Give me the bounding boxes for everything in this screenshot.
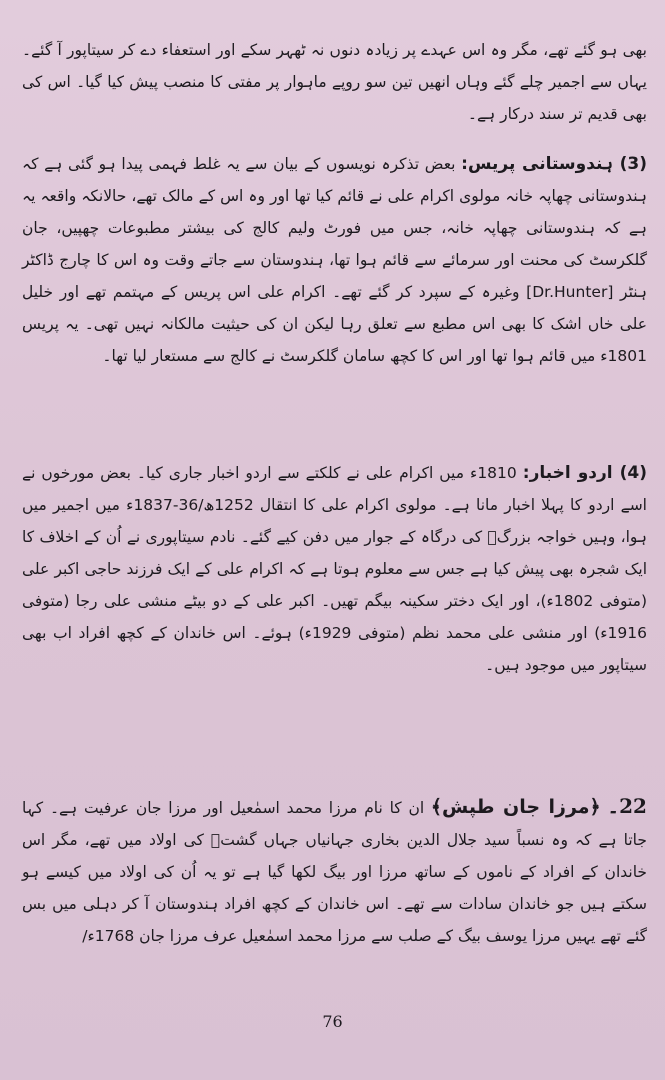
entry-title: ﴿مرزا جان طپش﴾: [430, 796, 601, 818]
paragraph-text: ان کا نام مرزا محمد اسمٰعیل اور مرزا جان عرفیت ہے۔ کہا جاتا ہے کہ وہ نسباً سید جلال الدین بخاری جہانیاں جہاں گشتؒ کی اولاد میں تھے، مگر اس خاندان کے افراد کے ناموں کے ساتھ مرزا اور بیگ لکھا گیا ہے تو یہ اُن کی اولاد میں کیسے ہو سکتے ہیں جو خاندان سادات سے تھے۔ اس خاندان کے کچھ افراد ہندوستان آ کر دہلی میں بس گئے تھے یہیں مرزا یوسف بیگ کے صلب سے مرزا محمد اسمٰعیل عرف مرزا جان 1768ء/: [22, 799, 647, 945]
section-heading: (3) ہندوستانی پریس:: [461, 154, 648, 174]
paragraph-text: بعض تذکرہ نویسوں کے بیان سے یہ غلط فہمی پیدا ہو گئی ہے کہ ہندوستانی چھاپہ خانہ مولوی اکرام علی نے قائم کیا تھا اور وہ اس کے مالک تھے، حالانکہ واقعہ یہ ہے کہ ہندوستانی چھاپہ خانہ، جس میں فورٹ ولیم کالج کی بیشتر مطبوعات چھپیں، جان گلکرسٹ کی محنت اور سرمائے سے قائم ہوا تھا، ہندوستان سے جاتے وقت وہ اس کا چارج ڈاکٹر ہنٹر [Dr.Hunter] وغیرہ کے سپرد کر گئے تھے۔ اکرام علی اس پریس کے مہتمم تھے اور خلیل علی خاں اشک کا بھی اس مطبع سے تعلق رہا لیکن ان کی حیثیت مالکانہ نہیں تھی۔ یہ پریس 1801ء میں قائم ہوا تھا اور اس کا کچھ سامان گلکرسٹ نے کالج سے مستعار لیا تھا۔: [22, 155, 648, 365]
entry-mirza-jan-tapish: [22, 790, 647, 952]
paragraph-text: 1810ء میں اکرام علی نے کلکتے سے اردو اخبار جاری کیا۔ بعض مورخوں نے اسے اردو کا پہلا اخبار مانا ہے۔ مولوی اکرام علی کا انتقال 1252ھ/36-1837ء میں اجمیر میں ہوا، وہیں خواجہ بزرگؒ کی درگاہ کے جوار میں دفن کیے گئے۔ نادم سیتاپوری نے اُن کے اخلاف کا ایک شجرہ بھی پیش کیا ہے جس سے معلوم ہوتا ہے کہ اکرام علی کے ایک فرزند حاجی اکبر علی (متوفی 1802ء)، اور ایک دختر سکینہ بیگم تھیں۔ اکبر علی کے دو بیٹے منشی علی رجا (متوفی 1916ء) اور منشی علی محمد نظم (متوفی 1929ء) ہوئے۔ اس خاندان کے کچھ افراد اب بھی سیتاپور میں موجود ہیں۔: [22, 464, 647, 674]
page-number: 76: [322, 1012, 343, 1031]
section-urdu-newspaper: [22, 457, 647, 681]
paragraph-text: بھی ہو گئے تھے، مگر وہ اس عہدے پر زیادہ دنوں نہ ٹھہر سکے اور استعفاء دے کر سیتاپور آ گئے۔ یہاں سے اجمیر چلے گئے وہاں انھیں تین سو روپے ماہوار پر مفتی کا منصب پیش کیا گیا۔ اس کی بھی قدیم تر سند درکار ہے۔: [22, 41, 647, 123]
paragraph-continuation: [22, 34, 647, 130]
section-hindustani-press: [22, 148, 647, 372]
section-heading: (4) اردو اخبار:: [522, 463, 648, 483]
entry-number: 22۔: [607, 794, 647, 818]
